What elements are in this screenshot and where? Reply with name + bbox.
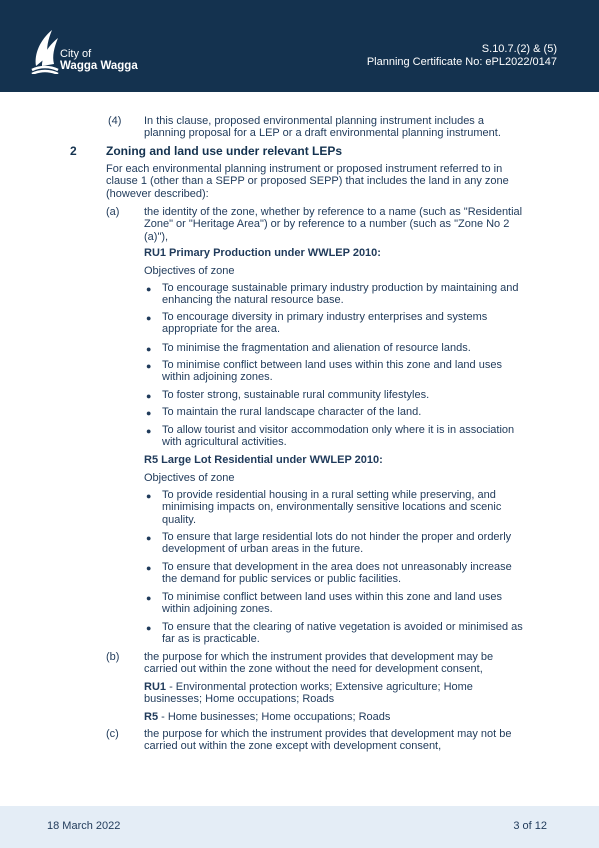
zone-code: R5 [144, 711, 159, 723]
list-item: To minimise conflict between land uses within this zone and land uses within adjoining zones. [162, 359, 502, 384]
bullet-icon: ● [146, 408, 152, 418]
list-item: To encourage diversity in primary industry enterprises and systems appropriate for the area. [162, 311, 488, 336]
bullet-icon: ● [146, 491, 152, 501]
zone-uses: - Environmental protection works; Extensive agriculture; Home businesses; Home occupations; Roads [144, 681, 473, 706]
r5-objectives-label: Objectives of zone [144, 472, 235, 484]
bullet-icon: ● [146, 426, 152, 436]
city-name-line1: City of [60, 48, 92, 60]
list-item: To minimise conflict between land uses within this zone and land uses within adjoining zones. [162, 591, 502, 616]
section-title: Zoning and land use under relevant LEPs [106, 144, 343, 158]
clause-text: In this clause, proposed environmental planning instrument includes a planning proposal for a LEP or a draft environmental planning instrument. [144, 115, 501, 140]
r5-exempt-uses [144, 711, 534, 723]
bullet-icon: ● [146, 563, 152, 573]
item-c-number: (c) [106, 728, 119, 740]
item-b-text: the purpose for which the instrument provides that development may be carried out within the zone without the need for development consent, [144, 651, 494, 676]
list-item: To foster strong, sustainable rural community lifestyles. [162, 389, 430, 401]
bullet-icon: ● [146, 361, 152, 371]
city-name [60, 48, 138, 72]
item-c-text: the purpose for which the instrument provides that development may not be carried out within the zone except with development consent, [144, 728, 512, 753]
r5-heading: R5 Large Lot Residential under WWLEP 2010: [144, 454, 383, 466]
item-b-number: (b) [106, 651, 120, 663]
list-item: To ensure that the clearing of native vegetation is avoided or minimised as far as is practicable. [162, 621, 523, 646]
section-reference: S.10.7.(2) & (5) [481, 43, 557, 55]
zone-code: RU1 [144, 681, 167, 693]
bullet-icon: ● [146, 284, 152, 294]
certificate-reference [367, 43, 557, 69]
list-item: To ensure that large residential lots do not hinder the proper and orderly development of urban areas in the future. [162, 531, 512, 556]
list-item: To provide residential housing in a rural setting while preserving, and minimising impacts on, environmentally sensitive locations and scenic quality. [162, 489, 502, 526]
list-item: To maintain the rural landscape character of the land. [162, 406, 422, 418]
list-item: To allow tourist and visitor accommodation only where it is in association with agricultural activities. [162, 424, 515, 449]
list-item: To ensure that development in the area does not unreasonably increase the demand for public services or public facilities. [162, 561, 512, 586]
page-header [0, 0, 599, 92]
bullet-icon: ● [146, 344, 152, 354]
item-a-text: the identity of the zone, whether by reference to a name (such as "Residential Zone" or "Heritage Area") or by reference to a number (such as "Zone No 2 (a)"), [144, 206, 523, 243]
list-item: To minimise the fragmentation and alienation of resource lands. [162, 342, 471, 354]
page-number: 3 of 12 [513, 820, 547, 832]
bullet-icon: ● [146, 313, 152, 323]
ru1-objectives-label: Objectives of zone [144, 265, 235, 277]
footer-date: 18 March 2022 [47, 820, 121, 832]
item-a-number: (a) [106, 206, 120, 218]
ru1-heading: RU1 Primary Production under WWLEP 2010: [144, 247, 381, 259]
bullet-icon: ● [146, 391, 152, 401]
bullet-icon: ● [146, 533, 152, 543]
section-intro: For each environmental planning instrument or proposed instrument referred to in clause 1 (other than a SEPP or proposed SEPP) that includes the land in any zone (however described): [106, 163, 509, 200]
clause-number: (4) [108, 115, 122, 127]
ru1-exempt-uses [144, 681, 494, 706]
bullet-icon: ● [146, 593, 152, 603]
city-name-line2: Wagga Wagga [60, 60, 138, 72]
bullet-icon: ● [146, 623, 152, 633]
zone-uses: - Home businesses; Home occupations; Roads [158, 711, 391, 723]
certificate-number: Planning Certificate No: ePL2022/0147 [366, 56, 557, 68]
list-item: To encourage sustainable primary industry production by maintaining and enhancing the natural resource base. [162, 282, 519, 307]
section-number: 2 [70, 144, 77, 158]
